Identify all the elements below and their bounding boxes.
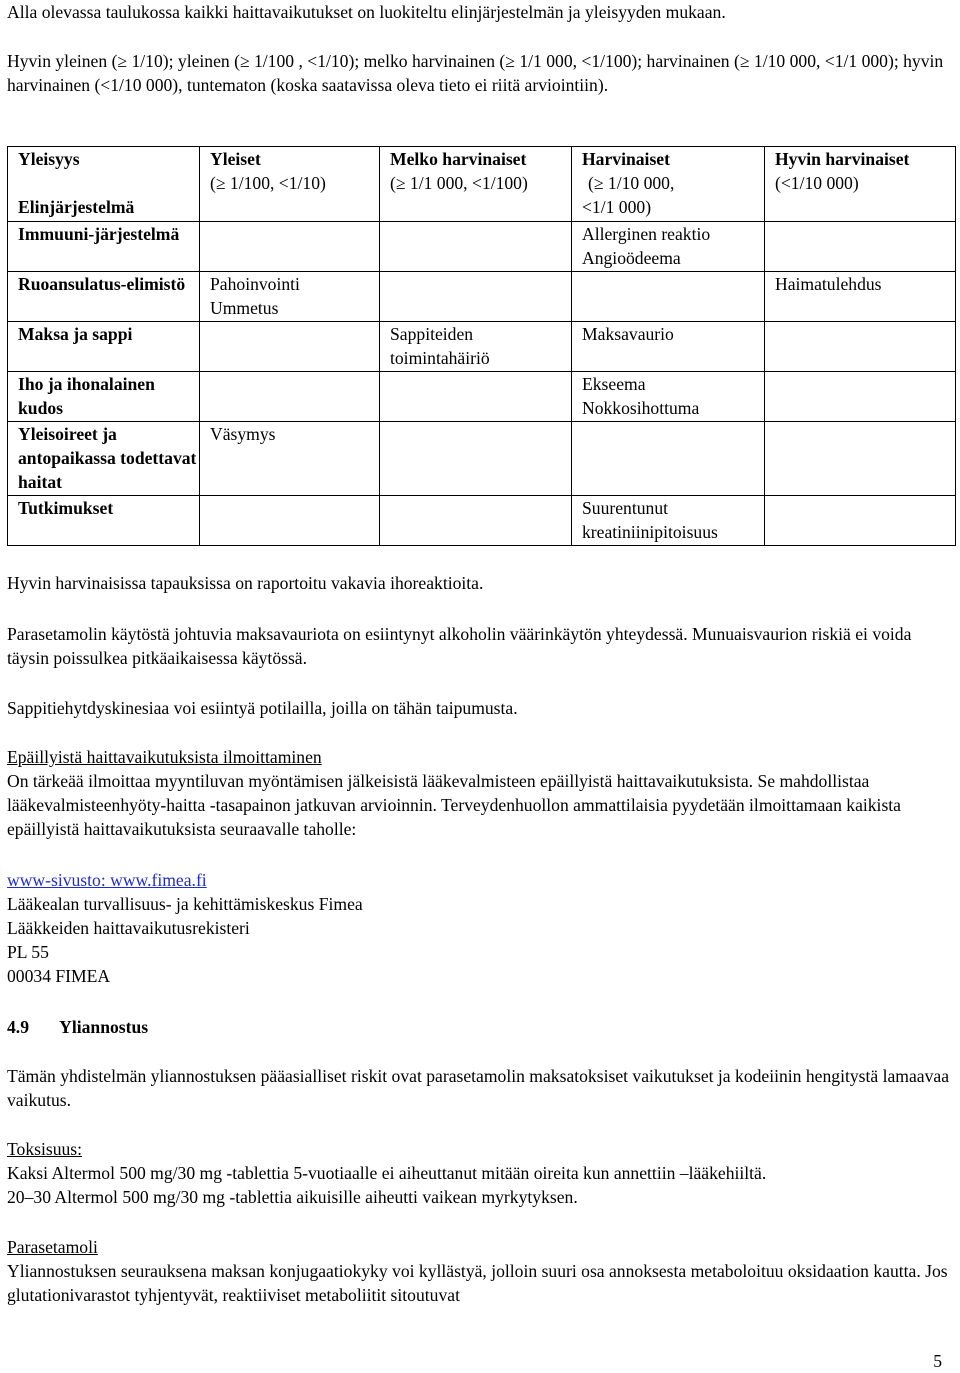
system-cell: Tutkimukset	[8, 496, 200, 546]
header-frequency-system: Yleisyys Elinjärjestelmä	[8, 147, 200, 222]
common-cell	[200, 496, 380, 546]
fimea-website-link[interactable]: www-sivusto: www.fimea.fi	[7, 870, 207, 890]
table-row	[8, 322, 956, 372]
table-row	[8, 222, 956, 272]
very-rare-cell	[765, 422, 956, 496]
common-cell	[200, 322, 380, 372]
address-line: PL 55	[7, 942, 49, 962]
common-cell: Pahoinvointi Ummetus	[200, 272, 380, 322]
section-number: 4.9	[7, 1017, 29, 1037]
common-cell	[200, 372, 380, 422]
table-row	[8, 496, 956, 546]
address-line: Lääkealan turvallisuus- ja kehittämiskeskus Fimea	[7, 894, 363, 914]
uncommon-cell	[380, 222, 572, 272]
rare-cell	[572, 272, 765, 322]
rare-cell: Maksavaurio	[572, 322, 765, 372]
common-cell: Väsymys	[200, 422, 380, 496]
adverse-effects-table	[7, 146, 956, 546]
system-cell: Iho ja ihonalainen kudos	[8, 372, 200, 422]
very-rare-cell	[765, 496, 956, 546]
table-header-row	[8, 147, 956, 222]
rare-cell: Suurentunut kreatiniinipitoisuus	[572, 496, 765, 546]
liver-damage-note: Parasetamolin käytöstä johtuvia maksavauriota on esiintynyt alkoholin väärinkäytön yhteydessä. Munuaisvaurion riskiä ei voida täysin poissulkea pitkäaikaisessa käytössä.	[7, 624, 912, 668]
section-heading	[7, 1015, 952, 1039]
header-rare: Harvinaiset (≥ 1/10 000, <1/1 000)	[572, 147, 765, 222]
toxicity-line: 20–30 Altermol 500 mg/30 mg -tablettia aikuisille aiheutti vaikean myrkytyksen.	[7, 1187, 578, 1207]
overdose-risks: Tämän yhdistelmän yliannostuksen pääasialliset riskit ovat parasetamolin maksatoksiset vaikutukset ja kodeiinin hengitystä lamaavaa vaikutus.	[7, 1066, 950, 1110]
header-uncommon: Melko harvinaiset (≥ 1/1 000, <1/100)	[380, 147, 572, 222]
paracetamol-text: Yliannostuksen seurauksena maksan konjugaatiokyky voi kyllästyä, jolloin suuri osa annoksesta metaboloituu oksidaation kautta. Jos glutationivarastot tyhjentyvät, reaktiiviset metaboliitit sitoutuvat	[7, 1261, 948, 1305]
rare-cell: Ekseema Nokkosihottuma	[572, 372, 765, 422]
intro-sentence: Alla olevassa taulukossa kaikki haittavaikutukset on luokiteltu elinjärjestelmän ja yleisyyden mukaan.	[7, 2, 726, 22]
uncommon-cell	[380, 496, 572, 546]
very-rare-cell	[765, 222, 956, 272]
reporting-text: On tärkeää ilmoittaa myyntiluvan myöntämisen jälkeisistä lääkevalmisteen epäillyistä haittavaikutuksista. Se mahdollistaa lääkevalmisteenhyöty-haitta -tasapainon jatkuvan arvioinnin. Terveydenhuollon ammattilaisia pyydetään ilmoittamaan kaikista epäillyistä haittavaikutuksista seuraavalle taholle:	[7, 771, 901, 839]
very-rare-cell	[765, 372, 956, 422]
very-rare-cell: Haimatulehdus	[765, 272, 956, 322]
uncommon-cell	[380, 372, 572, 422]
page-number: 5	[933, 1351, 942, 1371]
biliary-dyskinesia-note: Sappitiehytdyskinesiaa voi esiintyä potilailla, joilla on tähän taipumusta.	[7, 698, 518, 718]
frequency-definitions: Hyvin yleinen (≥ 1/10); yleinen (≥ 1/100 , <1/10); melko harvinainen (≥ 1/1 000, <1/100); harvinainen (≥ 1/10 000, <1/1 000); hyvin harvinainen (<1/10 000), tuntematon (koska saatavissa oleva tieto ei riitä arviointiin).	[7, 51, 944, 95]
rare-cell	[572, 422, 765, 496]
uncommon-cell: Sappiteiden toimintahäiriö	[380, 322, 572, 372]
reporting-heading: Epäillyistä haittavaikutuksista ilmoittaminen	[7, 747, 322, 767]
system-cell: Maksa ja sappi	[8, 322, 200, 372]
rare-cell: Allerginen reaktio Angioödeema	[572, 222, 765, 272]
address-line: Lääkkeiden haittavaikutusrekisteri	[7, 918, 250, 938]
very-rare-cell	[765, 322, 956, 372]
toxicity-line: Kaksi Altermol 500 mg/30 mg -tablettia 5-vuotiaalle ei aiheuttanut mitään oireita kun annettiin –lääkehiiltä.	[7, 1163, 767, 1183]
paracetamol-heading: Parasetamoli	[7, 1237, 98, 1257]
skin-reactions-note: Hyvin harvinaisissa tapauksissa on raportoitu vakavia ihoreaktioita.	[7, 573, 484, 593]
section-title: Yliannostus	[59, 1017, 149, 1037]
header-very-rare: Hyvin harvinaiset (<1/10 000)	[765, 147, 956, 222]
system-cell: Ruoansulatus-elimistö	[8, 272, 200, 322]
table-row	[8, 372, 956, 422]
table-row	[8, 422, 956, 496]
header-common: Yleiset (≥ 1/100, <1/10)	[200, 147, 380, 222]
toxicity-heading: Toksisuus:	[7, 1139, 83, 1159]
uncommon-cell	[380, 422, 572, 496]
common-cell	[200, 222, 380, 272]
table-row	[8, 272, 956, 322]
uncommon-cell	[380, 272, 572, 322]
address-line: 00034 FIMEA	[7, 966, 111, 986]
system-cell: Immuuni-järjestelmä	[8, 222, 200, 272]
system-cell: Yleisoireet ja antopaikassa todettavat haitat	[8, 422, 200, 496]
